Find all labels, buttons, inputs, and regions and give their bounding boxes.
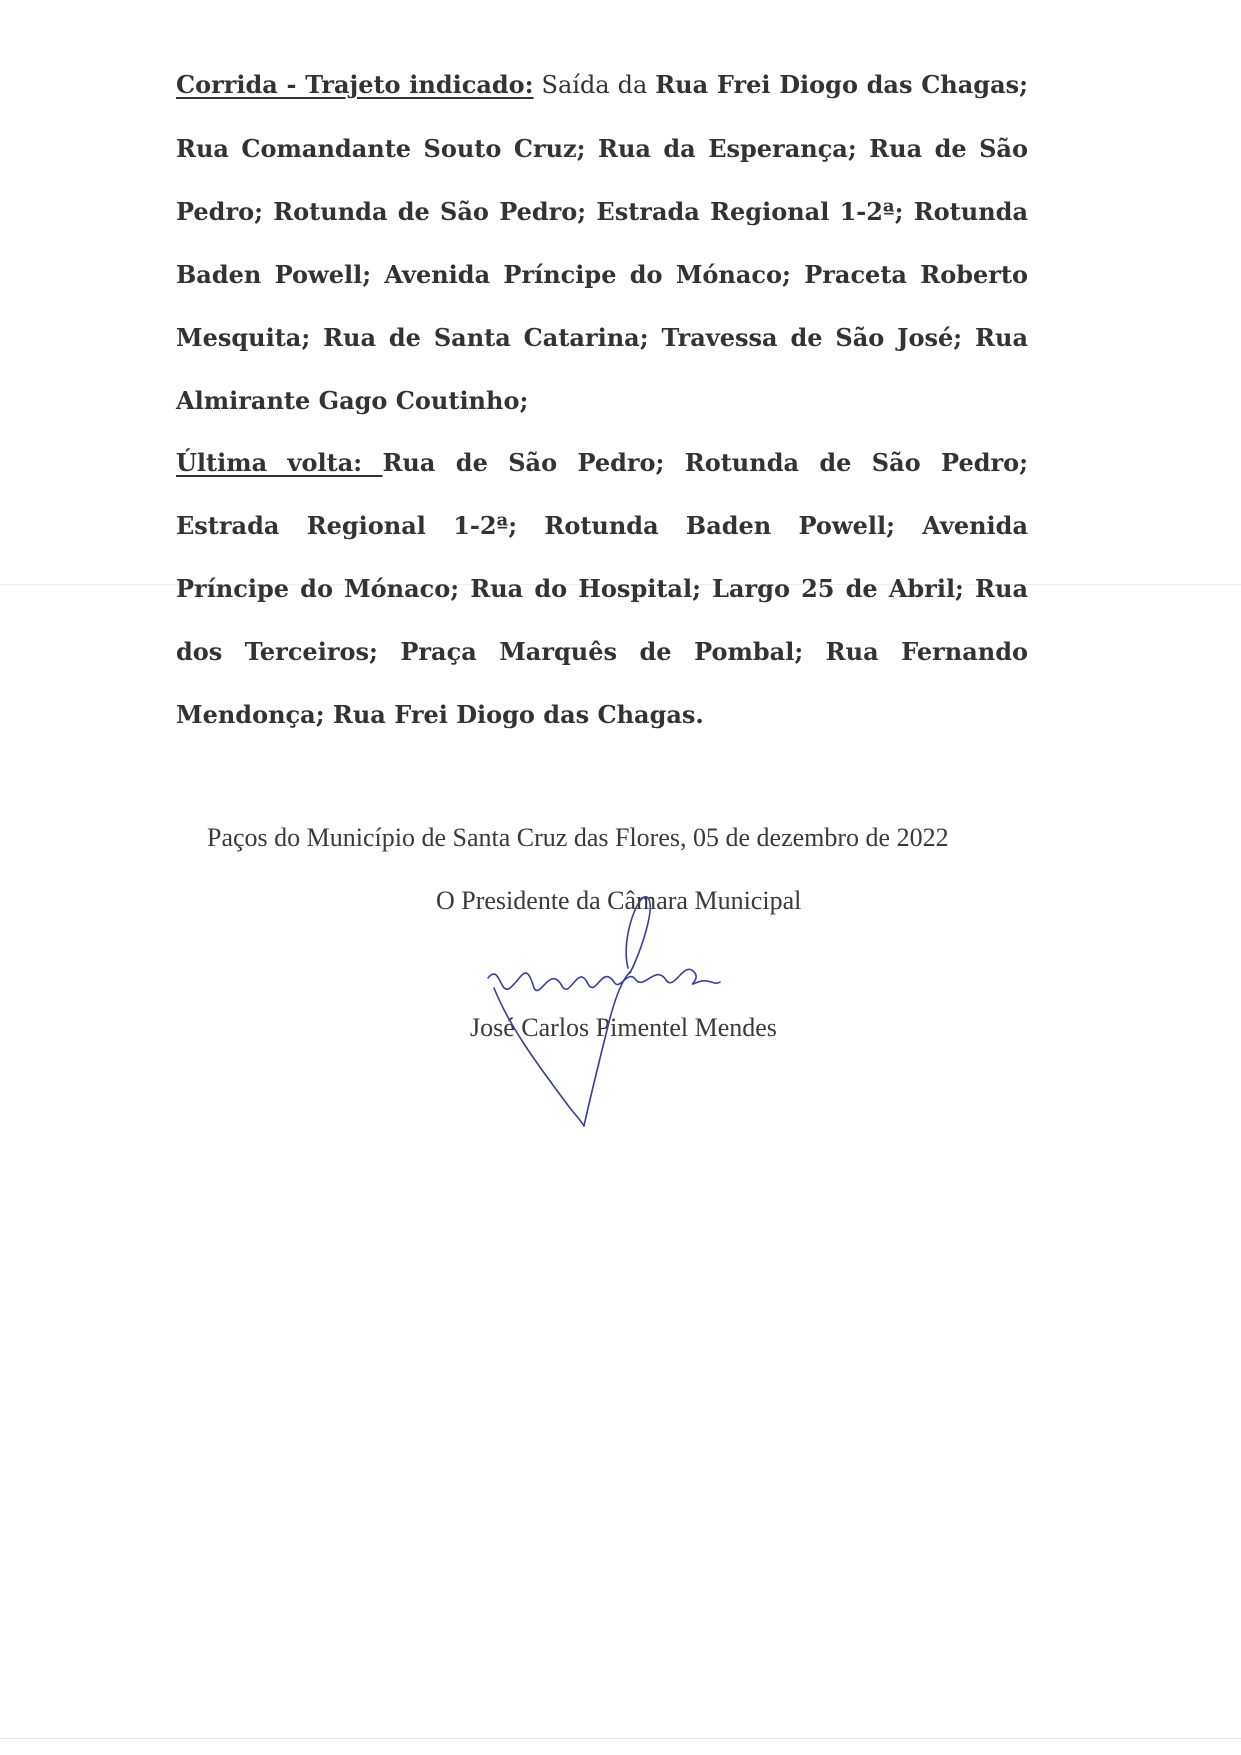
route-intro: Saída da (533, 71, 656, 99)
last-lap-paragraph (176, 431, 1028, 746)
president-title: O Presidente da Câmara Municipal (436, 886, 802, 915)
president-name: José Carlos Pimentel Mendes (470, 1013, 777, 1042)
route-paragraph (176, 53, 1028, 432)
route-text: Rua Frei Diogo das Chagas; Rua Comandante Souto Cruz; Rua da Esperança; Rua de São Pedro; Rotunda de São Pedro; Estrada Regional 1-2ª; Rotunda Baden Powell; Avenida Príncipe do Mónaco; Praceta Roberto Mesquita; Rua de Santa Catarina; Travessa de São José; Rua Almirante Gago Coutinho; (176, 70, 1028, 415)
last-lap-label: Última volta: (176, 448, 383, 477)
route-label: Corrida - Trajeto indicado: (176, 70, 534, 99)
scan-artifact-line (0, 1738, 1241, 1739)
place-date-line: Paços do Município de Santa Cruz das Flores, 05 de dezembro de 2022 (207, 823, 949, 852)
last-lap-text: Rua de São Pedro; Rotunda de São Pedro; Estrada Regional 1-2ª; Rotunda Baden Powell; Avenida Príncipe do Mónaco; Rua do Hospital; Largo 25 de Abril; Rua dos Terceiros; Praça Marquês de Pombal; Rua Fernando Mendonça; Rua Frei Diogo das Chagas. (176, 448, 1028, 729)
handwritten-signature (470, 868, 760, 1138)
